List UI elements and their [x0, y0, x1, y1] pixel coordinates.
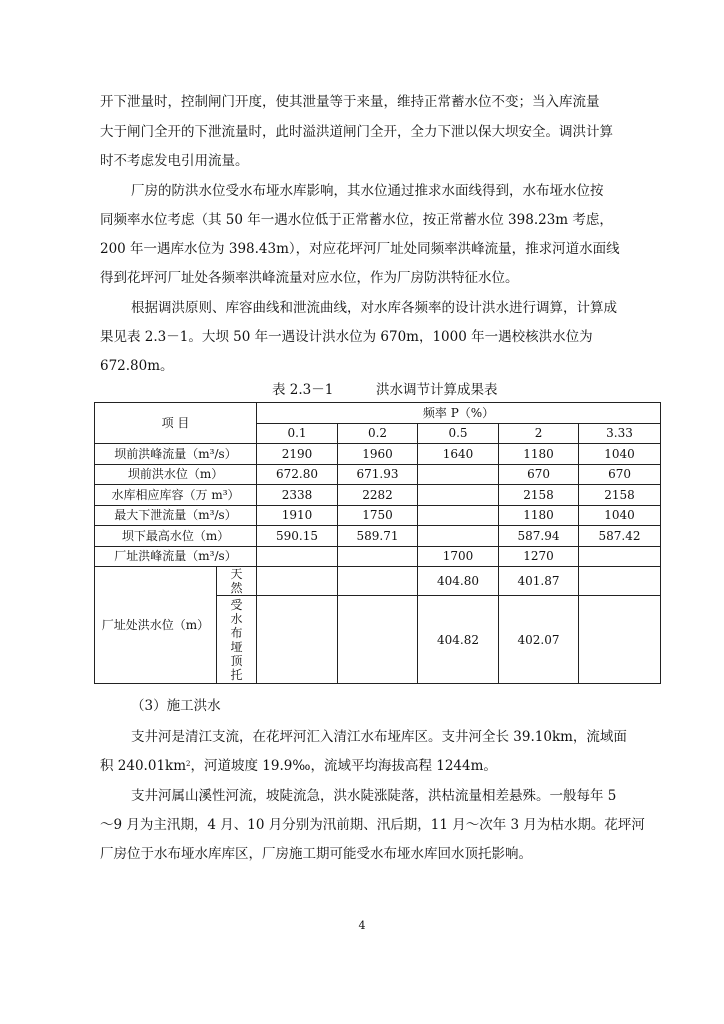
table-cell: 1040: [579, 505, 661, 526]
table-cell: [418, 526, 499, 547]
item-header: 项 目: [95, 403, 257, 444]
table-cell: [579, 567, 661, 596]
table-row: [95, 464, 661, 485]
table-cell: 670: [499, 464, 579, 485]
para1-line3: 时不考虑发电引用流量。: [100, 153, 249, 169]
table-row: [95, 546, 661, 567]
table-cell: 1960: [338, 444, 418, 465]
table-cell: [418, 464, 499, 485]
table-cell: 1750: [338, 505, 418, 526]
superscript-2: 2: [186, 760, 191, 768]
table-cell: 401.87: [499, 567, 579, 596]
table-cell: [579, 596, 661, 684]
table-cell: 1700: [418, 546, 499, 567]
table-cell: 2158: [579, 485, 661, 506]
backwater-label: 受水布垭顶托: [217, 596, 257, 684]
flood-routing-table: [94, 402, 661, 684]
freq-col: 0.2: [338, 423, 418, 444]
para2-line3: 200 年一遇库水位为 398.43m），对应花坪河厂址处同频率洪峰流量，推求河道水面线: [100, 241, 620, 257]
para2-line2: 同频率水位考虑（其 50 年一遇水位低于正常蓄水位，按正常蓄水位 398.23m 考虑，: [100, 212, 613, 228]
table-cell: 672.80: [257, 464, 338, 485]
table-cell: 404.80: [418, 567, 499, 596]
table-cell: 1180: [499, 505, 579, 526]
para2-line4: 得到花坪河厂址处各频率洪峰流量对应水位，作为厂房防洪特征水位。: [100, 270, 519, 286]
freq-col: 0.5: [418, 423, 499, 444]
para4-line2-end: ，河道坡度 19.9‰，流域平均海拔高程 1244m。: [190, 758, 497, 774]
table-cell: [257, 567, 338, 596]
table-cell: 587.94: [499, 526, 579, 547]
row-label: 厂址洪峰流量（m³/s）: [95, 546, 257, 567]
natural-label: 天然: [217, 567, 257, 596]
table-cell: 671.93: [338, 464, 418, 485]
table-cell: [418, 485, 499, 506]
table-cell: [257, 596, 338, 684]
table-cell: 1040: [579, 444, 661, 465]
table-cell: [338, 567, 418, 596]
table-row: [95, 505, 661, 526]
table-cell: [338, 546, 418, 567]
table-cell: 2282: [338, 485, 418, 506]
table-caption-number: 表 2.3－1: [272, 382, 334, 398]
table-cell: [418, 505, 499, 526]
para4-line1: 支井河是清江支流，在花坪河汇入清江水布垭库区。支井河全长 39.10km，流域面: [131, 729, 627, 745]
header-row-1: [95, 403, 661, 424]
frequency-header: 频率 P（%）: [257, 403, 661, 424]
table-cell: 402.07: [499, 596, 579, 684]
row-label: 坝前洪峰流量（m³/s）: [95, 444, 257, 465]
table-cell: [579, 546, 661, 567]
para5-line2: ～9 月为主汛期，4 月、10 月分别为汛前期、汛后期，11 月～次年 3 月为枯水期。花坪河: [100, 817, 645, 833]
table-cell: 587.42: [579, 526, 661, 547]
table-cell: [257, 546, 338, 567]
para4-line2: [100, 756, 660, 776]
para4-line2-start: 积 240.01km: [100, 758, 187, 774]
table-row: [95, 444, 661, 465]
para3-line3: 672.80m。: [100, 358, 174, 374]
table-row: [95, 526, 661, 547]
table-cell: 589.71: [338, 526, 418, 547]
para3-line2: 果见表 2.3－1。大坝 50 年一遇设计洪水位为 670m，1000 年一遇校核洪水位为: [100, 329, 593, 345]
section-heading: （3）施工洪水: [131, 698, 221, 714]
table-cell: 1640: [418, 444, 499, 465]
para2-line1: 厂房的防洪水位受水布垭水库影响，其水位通过推求水面线得到，水布垭水位按: [131, 183, 604, 199]
para5-line3: 厂房位于水布垭水库库区，厂房施工期可能受水布垭水库回水顶托影响。: [100, 846, 532, 862]
row-label: 坝下最高水位（m）: [95, 526, 257, 547]
table-cell: 404.82: [418, 596, 499, 684]
freq-col: 0.1: [257, 423, 338, 444]
para1-line1: 开下泄量时，控制闸门开度，使其泄量等于来量，维持正常蓄水位不变；当入库流量: [100, 94, 600, 110]
table-cell: 590.15: [257, 526, 338, 547]
table-row: [95, 485, 661, 506]
table-cell: 2338: [257, 485, 338, 506]
para5-line1: 支井河属山溪性河流，坡陡流急，洪水陡涨陡落，洪枯流量相差悬殊。一般每年 5: [131, 788, 617, 804]
table-cell: [338, 596, 418, 684]
table-cell: 2158: [499, 485, 579, 506]
freq-col: 3.33: [579, 423, 661, 444]
row-label: 水库相应库容（万 m³）: [95, 485, 257, 506]
freq-col: 2: [499, 423, 579, 444]
para3-line1: 根据调洪原则、库容曲线和泄流曲线，对水库各频率的设计洪水进行调算，计算成: [131, 300, 617, 316]
table-cell: 2190: [257, 444, 338, 465]
row-label: 坝前洪水位（m）: [95, 464, 257, 485]
row-label: 最大下泄流量（m³/s）: [95, 505, 257, 526]
table-cell: 1910: [257, 505, 338, 526]
site-water-level-label: 厂址处洪水位（m）: [95, 567, 217, 684]
table-row-natural: [95, 567, 661, 596]
table-cell: 1180: [499, 444, 579, 465]
para1-line2: 大于闸门全开的下泄流量时，此时溢洪道闸门全开，全力下泄以保大坝安全。调洪计算: [100, 124, 613, 140]
page-number: 4: [358, 919, 366, 932]
table-caption-title: 洪水调节计算成果表: [376, 382, 498, 398]
table-cell: 1270: [499, 546, 579, 567]
table-cell: 670: [579, 464, 661, 485]
